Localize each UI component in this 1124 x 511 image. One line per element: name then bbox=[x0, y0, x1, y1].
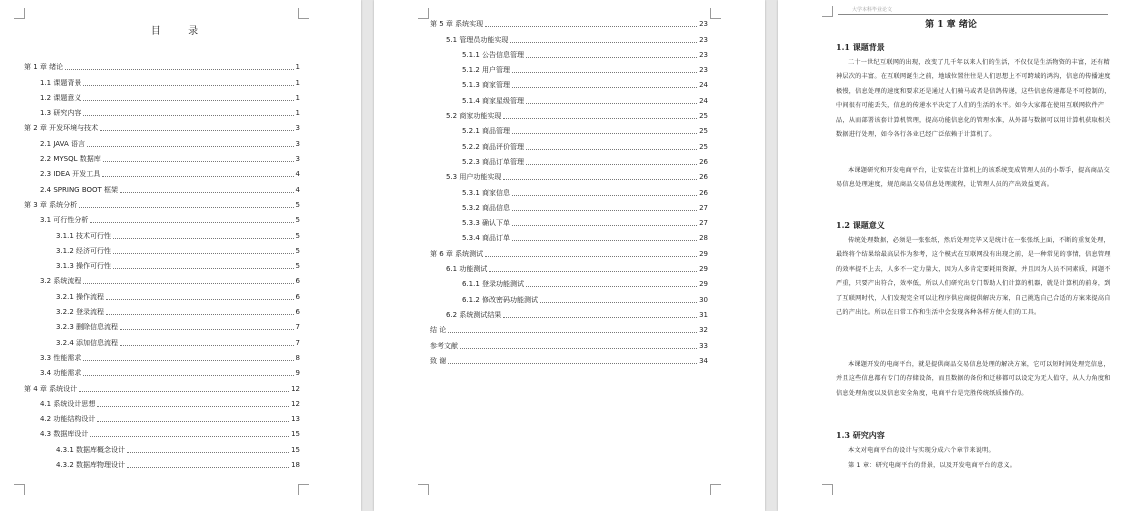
toc-entry-label: 5.3.4 商品订单 bbox=[462, 234, 511, 243]
section-heading-1-2: 1.2 课题意义 bbox=[836, 220, 885, 230]
toc-entry[interactable] bbox=[430, 243, 708, 258]
toc-leader-dots bbox=[540, 302, 697, 303]
toc-entry[interactable] bbox=[430, 213, 708, 228]
toc-entry-label: 5.2.2 商品评价管理 bbox=[462, 142, 525, 151]
toc-entry[interactable] bbox=[24, 179, 300, 194]
toc-entry[interactable] bbox=[430, 351, 708, 366]
toc-leader-dots bbox=[485, 26, 697, 27]
toc-entry-label: 2.4 SPRING BOOT 框架 bbox=[40, 185, 119, 194]
toc-entry-label: 5.2.3 商品订单管理 bbox=[462, 157, 525, 166]
toc-entry-label: 6.1 功能测试 bbox=[446, 265, 488, 274]
toc-leader-dots bbox=[83, 375, 293, 376]
toc-leader-dots bbox=[526, 149, 697, 150]
toc-entry[interactable] bbox=[24, 57, 300, 72]
toc-entry-page: 26 bbox=[699, 157, 708, 166]
toc-entry-page: 6 bbox=[295, 277, 300, 286]
toc-entry[interactable] bbox=[24, 332, 300, 347]
toc-leader-dots bbox=[113, 268, 293, 269]
toc-entry-page: 27 bbox=[699, 203, 708, 212]
toc-entry[interactable] bbox=[24, 118, 300, 133]
toc-entry-page: 24 bbox=[699, 96, 708, 105]
toc-leader-dots bbox=[512, 87, 697, 88]
toc-entry[interactable] bbox=[430, 29, 708, 44]
toc-leader-dots bbox=[113, 253, 293, 254]
toc-entry-label: 5.3.1 商家信息 bbox=[462, 188, 511, 197]
toc-entry-page: 29 bbox=[699, 249, 708, 258]
toc-entry-label: 2.2 MYSQL 数据库 bbox=[40, 155, 101, 164]
toc-entry[interactable] bbox=[24, 348, 300, 363]
chapter-title: 第 1 章 绪论 bbox=[925, 20, 977, 30]
toc-leader-dots bbox=[79, 391, 289, 392]
toc-entry[interactable] bbox=[24, 286, 300, 301]
toc-entry-label: 5.3.3 确认下单 bbox=[462, 219, 511, 228]
toc-entry[interactable] bbox=[24, 210, 300, 225]
toc-entry[interactable] bbox=[24, 439, 300, 454]
toc-entry[interactable] bbox=[430, 60, 708, 75]
section-heading-1-1: 1.1 课题背景 bbox=[836, 42, 885, 52]
toc-leader-dots bbox=[512, 225, 697, 226]
toc-leader-dots bbox=[526, 164, 697, 165]
toc-entry-page: 3 bbox=[295, 155, 300, 164]
toc-leader-dots bbox=[100, 130, 293, 131]
toc-leader-dots bbox=[127, 467, 289, 468]
toc-leader-dots bbox=[120, 345, 293, 346]
toc-entry-page: 1 bbox=[295, 63, 300, 72]
toc-entry-page: 23 bbox=[699, 66, 708, 75]
toc-entry-label: 3.4 功能需求 bbox=[40, 369, 82, 378]
toc-entry-page: 1 bbox=[295, 93, 300, 102]
toc-entry-label: 5.2 商家功能实现 bbox=[446, 112, 502, 121]
toc-list bbox=[24, 57, 300, 470]
toc-leader-dots bbox=[512, 210, 697, 211]
toc-entry-label: 3.1.1 技术可行性 bbox=[56, 231, 112, 240]
toc-leader-dots bbox=[526, 286, 697, 287]
toc-entry-label: 1.3 研究内容 bbox=[40, 109, 82, 118]
toc-leader-dots bbox=[87, 146, 294, 147]
toc-entry-label: 2.1 JAVA 语言 bbox=[40, 139, 85, 148]
toc-entry[interactable] bbox=[24, 256, 300, 271]
toc-entry-label: 5.1.2 用户管理 bbox=[462, 66, 511, 75]
toc-entry-page: 7 bbox=[295, 323, 300, 332]
toc-entry[interactable] bbox=[24, 225, 300, 240]
toc-leader-dots bbox=[83, 283, 293, 284]
toc-entry-label: 4.1 系统设计思想 bbox=[40, 399, 96, 408]
toc-entry[interactable] bbox=[24, 241, 300, 256]
toc-entry-label: 第 5 章 系统实现 bbox=[430, 20, 484, 29]
toc-entry-label: 第 3 章 系统分析 bbox=[24, 200, 78, 209]
toc-entry-page: 26 bbox=[699, 173, 708, 182]
toc-entry-page: 28 bbox=[699, 234, 708, 243]
paragraph: 二十一世纪互联网的出现，改变了几千年以来人们的生活，不仅仅是生活物资的丰富，还有精神层次的丰富。在互联网诞生之前，地域位置往往是人们思想上不可跨域的鸿沟，信息的传播速度极慢，信息处理的速度和要求还是通过人们骑马或者是信鸽传递，这些信息传递都是不可控制的，中间很有可能丢失，信息的传递水平决定了人们的生活的水平。如今大家都在使用互联网软件产品，从而部署该套计算机管理，提高功能信息化的管理水准，从外部与数据可以用计算机获取相关数据进行处理，如今各行各业已经广泛依赖于计算机了。 bbox=[836, 59, 1111, 139]
toc-leader-dots bbox=[65, 69, 293, 70]
toc-entry-page: 27 bbox=[699, 219, 708, 228]
toc-entry[interactable] bbox=[24, 317, 300, 332]
toc-entry-page: 26 bbox=[699, 188, 708, 197]
toc-entry[interactable] bbox=[430, 14, 708, 29]
toc-entry[interactable] bbox=[24, 103, 300, 118]
body-page bbox=[778, 0, 1124, 511]
toc-entry-page: 23 bbox=[699, 20, 708, 29]
toc-entry-page: 25 bbox=[699, 142, 708, 151]
toc-entry-label: 5.1 管理员功能实现 bbox=[446, 35, 509, 44]
toc-entry-label: 4.3.1 数据库概念设计 bbox=[56, 445, 126, 454]
toc-entry[interactable] bbox=[24, 164, 300, 179]
toc-entry-page: 5 bbox=[295, 246, 300, 255]
toc-leader-dots bbox=[512, 72, 697, 73]
toc-entry[interactable] bbox=[430, 182, 708, 197]
toc-entry[interactable] bbox=[24, 424, 300, 439]
toc-leader-dots bbox=[485, 256, 697, 257]
crop-mark bbox=[14, 8, 25, 19]
toc-entry[interactable] bbox=[430, 90, 708, 105]
toc-entry-label: 5.1.4 商家星级管理 bbox=[462, 96, 525, 105]
toc-leader-dots bbox=[83, 115, 293, 116]
toc-leader-dots bbox=[526, 103, 697, 104]
toc-entry-label: 5.3 用户功能实现 bbox=[446, 173, 502, 182]
toc-entry-label: 致 谢 bbox=[430, 356, 447, 365]
toc-entry-label: 第 4 章 系统设计 bbox=[24, 384, 78, 393]
toc-entry-page: 5 bbox=[295, 200, 300, 209]
paragraph: 本文对电商平台的设计与实现分成六个章节来说明。 bbox=[848, 447, 995, 454]
toc-entry-page: 6 bbox=[295, 292, 300, 301]
toc-title: 目 录 bbox=[150, 26, 211, 37]
toc-leader-dots bbox=[127, 452, 289, 453]
toc-entry-page: 25 bbox=[699, 112, 708, 121]
toc-entry-label: 4.3.2 数据库物理设计 bbox=[56, 461, 126, 470]
toc-entry-page: 4 bbox=[295, 185, 300, 194]
toc-entry-label: 1.2 课题意义 bbox=[40, 93, 82, 102]
toc-entry[interactable] bbox=[430, 121, 708, 136]
toc-page-1 bbox=[0, 0, 361, 511]
crop-mark bbox=[418, 8, 429, 19]
toc-entry-page: 1 bbox=[295, 109, 300, 118]
toc-entry-label: 3.3 性能需求 bbox=[40, 353, 82, 362]
toc-leader-dots bbox=[83, 85, 293, 86]
toc-entry-label: 3.2.2 登录流程 bbox=[56, 308, 105, 317]
toc-entry[interactable] bbox=[24, 271, 300, 286]
toc-leader-dots bbox=[97, 406, 289, 407]
toc-entry-page: 4 bbox=[295, 170, 300, 179]
toc-entry-label: 5.2.1 商品管理 bbox=[462, 127, 511, 136]
toc-leader-dots bbox=[512, 133, 697, 134]
paragraph: 本课题研究和开发电商平台，让安装在计算机上的该系统变成管理人员的小帮手，提高商品交易信息处理速度，规范商品交易信息处理流程，让管理人员的产出效益更高。 bbox=[836, 167, 1110, 189]
section-heading-1-3: 1.3 研究内容 bbox=[836, 430, 885, 440]
toc-entry-page: 12 bbox=[291, 399, 300, 408]
toc-entry-label: 3.1 可行性分析 bbox=[40, 216, 89, 225]
toc-entry-page: 9 bbox=[295, 369, 300, 378]
toc-entry[interactable] bbox=[430, 75, 708, 90]
toc-entry[interactable] bbox=[24, 195, 300, 210]
toc-entry-page: 29 bbox=[699, 265, 708, 274]
toc-entry[interactable] bbox=[430, 289, 708, 304]
toc-entry[interactable] bbox=[24, 378, 300, 393]
toc-entry-page: 12 bbox=[291, 384, 300, 393]
toc-entry-label: 5.1.3 商家管理 bbox=[462, 81, 511, 90]
toc-entry-label: 第 6 章 系统测试 bbox=[430, 249, 484, 258]
toc-entry-page: 3 bbox=[295, 124, 300, 133]
toc-entry-page: 13 bbox=[291, 415, 300, 424]
toc-entry-label: 5.1.1 公告信息管理 bbox=[462, 50, 525, 59]
toc-entry-page: 31 bbox=[699, 310, 708, 319]
toc-entry-label: 3.2.1 操作流程 bbox=[56, 292, 105, 301]
toc-entry-page: 15 bbox=[291, 430, 300, 439]
crop-mark bbox=[298, 484, 309, 495]
toc-entry-label: 2.3 IDEA 开发工具 bbox=[40, 170, 101, 179]
toc-leader-dots bbox=[106, 299, 293, 300]
toc-entry[interactable] bbox=[430, 198, 708, 213]
toc-leader-dots bbox=[106, 314, 293, 315]
toc-entry-page: 30 bbox=[699, 295, 708, 304]
toc-entry-page: 5 bbox=[295, 231, 300, 240]
toc-entry-label: 6.1.2 修改密码功能测试 bbox=[462, 295, 539, 304]
toc-leader-dots bbox=[120, 192, 293, 193]
toc-entry[interactable] bbox=[430, 305, 708, 320]
toc-leader-dots bbox=[90, 436, 289, 437]
toc-entry[interactable] bbox=[24, 72, 300, 87]
toc-entry-label: 3.2.4 添加信息流程 bbox=[56, 338, 119, 347]
toc-leader-dots bbox=[460, 348, 697, 349]
toc-entry-page: 29 bbox=[699, 280, 708, 289]
toc-entry[interactable] bbox=[24, 409, 300, 424]
crop-mark bbox=[710, 484, 721, 495]
toc-entry-label: 1.1 课题背景 bbox=[40, 78, 82, 87]
toc-leader-dots bbox=[97, 421, 289, 422]
toc-entry[interactable] bbox=[430, 152, 708, 167]
toc-leader-dots bbox=[512, 240, 697, 241]
toc-list bbox=[430, 14, 708, 366]
toc-entry-page: 8 bbox=[295, 353, 300, 362]
toc-entry[interactable] bbox=[24, 149, 300, 164]
toc-page-2 bbox=[374, 0, 765, 511]
toc-entry-page: 1 bbox=[295, 78, 300, 87]
toc-entry[interactable] bbox=[24, 88, 300, 103]
toc-entry-label: 4.3 数据库设计 bbox=[40, 430, 89, 439]
toc-entry-label: 3.1.3 操作可行性 bbox=[56, 262, 112, 271]
toc-entry[interactable] bbox=[430, 335, 708, 350]
toc-entry-page: 24 bbox=[699, 81, 708, 90]
toc-entry-page: 15 bbox=[291, 445, 300, 454]
toc-leader-dots bbox=[113, 238, 293, 239]
toc-leader-dots bbox=[526, 57, 697, 58]
toc-entry-page: 34 bbox=[699, 356, 708, 365]
toc-leader-dots bbox=[510, 42, 697, 43]
toc-entry-page: 23 bbox=[699, 35, 708, 44]
header-text: 大学本科毕业论文 bbox=[852, 7, 893, 13]
toc-entry-label: 6.1.1 登录功能测试 bbox=[462, 280, 525, 289]
toc-entry-page: 25 bbox=[699, 127, 708, 136]
toc-entry-page: 32 bbox=[699, 326, 708, 335]
toc-entry-label: 第 1 章 绪论 bbox=[24, 63, 64, 72]
toc-entry-page: 6 bbox=[295, 308, 300, 317]
toc-entry-label: 4.2 功能结构设计 bbox=[40, 415, 96, 424]
toc-entry-page: 3 bbox=[295, 139, 300, 148]
paragraph: 传统处理数据，必须是一张张纸，然后处理完毕又是统计在一张张纸上面，不断的重复处理，最终将个结果给最高层作为参考，这个模式在互联网没有出现之前，是一种常见的事情，信息管理的效率提不上去，人多不一定力量大，因为人多肯定要耗用资源，并且因为人员不同素质，问题不严重，只要产出符合，效率低，所以人们研究出专门帮助人们计算的机器，就是计算机的前身，到了互联网时代，人们发现完全可以让程序供应商提供解决方案，自己挑选自己合适的方案来提高自己的产出比。所以在日常工作和生活中会发现各种各样方便人们的工具。 bbox=[836, 237, 1111, 317]
toc-entry[interactable] bbox=[430, 259, 708, 274]
toc-entry-label: 5.3.2 商品信息 bbox=[462, 203, 511, 212]
toc-entry-page: 5 bbox=[295, 216, 300, 225]
crop-mark bbox=[298, 8, 309, 19]
toc-entry-page: 23 bbox=[699, 50, 708, 59]
toc-leader-dots bbox=[489, 271, 697, 272]
crop-mark bbox=[822, 6, 833, 17]
toc-entry[interactable] bbox=[430, 274, 708, 289]
toc-entry-label: 3.1.2 经济可行性 bbox=[56, 246, 112, 255]
crop-mark bbox=[418, 484, 429, 495]
toc-leader-dots bbox=[103, 161, 294, 162]
toc-entry-page: 33 bbox=[699, 341, 708, 350]
toc-leader-dots bbox=[83, 100, 293, 101]
toc-entry[interactable] bbox=[430, 136, 708, 151]
page-header bbox=[838, 6, 1108, 15]
toc-entry-label: 6.2 系统测试结果 bbox=[446, 310, 502, 319]
toc-entry[interactable] bbox=[24, 133, 300, 148]
toc-leader-dots bbox=[83, 360, 293, 361]
paragraph: 本课题开发的电商平台，就是提供商品交易信息处理的解决方案，它可以短时间处理完信息，并且这些信息都有专门的存储设备，而且数据的备份和迁移都可以设定为无人值守，从人力角度和信息处理角度以及信息安全角度，电商平台是完胜传统纸质操作的。 bbox=[836, 361, 1111, 397]
toc-leader-dots bbox=[448, 332, 697, 333]
toc-entry[interactable] bbox=[430, 320, 708, 335]
toc-entry[interactable] bbox=[430, 45, 708, 60]
paragraph: 第 1 章：研究电商平台的背景，以及开发电商平台的意义。 bbox=[848, 462, 1017, 469]
toc-entry-label: 3.2.3 删除信息流程 bbox=[56, 323, 119, 332]
crop-mark bbox=[822, 484, 833, 495]
toc-leader-dots bbox=[90, 222, 293, 223]
toc-leader-dots bbox=[503, 118, 697, 119]
toc-entry-label: 结 论 bbox=[430, 326, 447, 335]
toc-entry-page: 18 bbox=[291, 461, 300, 470]
toc-entry-label: 第 2 章 开发环境与技术 bbox=[24, 124, 99, 133]
toc-leader-dots bbox=[503, 317, 697, 318]
toc-leader-dots bbox=[512, 195, 697, 196]
toc-leader-dots bbox=[448, 363, 697, 364]
toc-leader-dots bbox=[503, 179, 697, 180]
toc-leader-dots bbox=[79, 207, 293, 208]
toc-entry[interactable] bbox=[24, 394, 300, 409]
toc-leader-dots bbox=[120, 329, 293, 330]
toc-entry-page: 7 bbox=[295, 338, 300, 347]
toc-entry[interactable] bbox=[430, 106, 708, 121]
toc-entry[interactable] bbox=[24, 302, 300, 317]
toc-entry[interactable] bbox=[24, 455, 300, 470]
crop-mark bbox=[710, 8, 721, 19]
toc-entry-label: 参考文献 bbox=[430, 341, 458, 350]
toc-entry-label: 3.2 系统流程 bbox=[40, 277, 82, 286]
toc-entry[interactable] bbox=[430, 167, 708, 182]
toc-entry-page: 5 bbox=[295, 262, 300, 271]
crop-mark bbox=[14, 484, 25, 495]
toc-leader-dots bbox=[102, 176, 293, 177]
toc-entry[interactable] bbox=[430, 228, 708, 243]
toc-entry[interactable] bbox=[24, 363, 300, 378]
